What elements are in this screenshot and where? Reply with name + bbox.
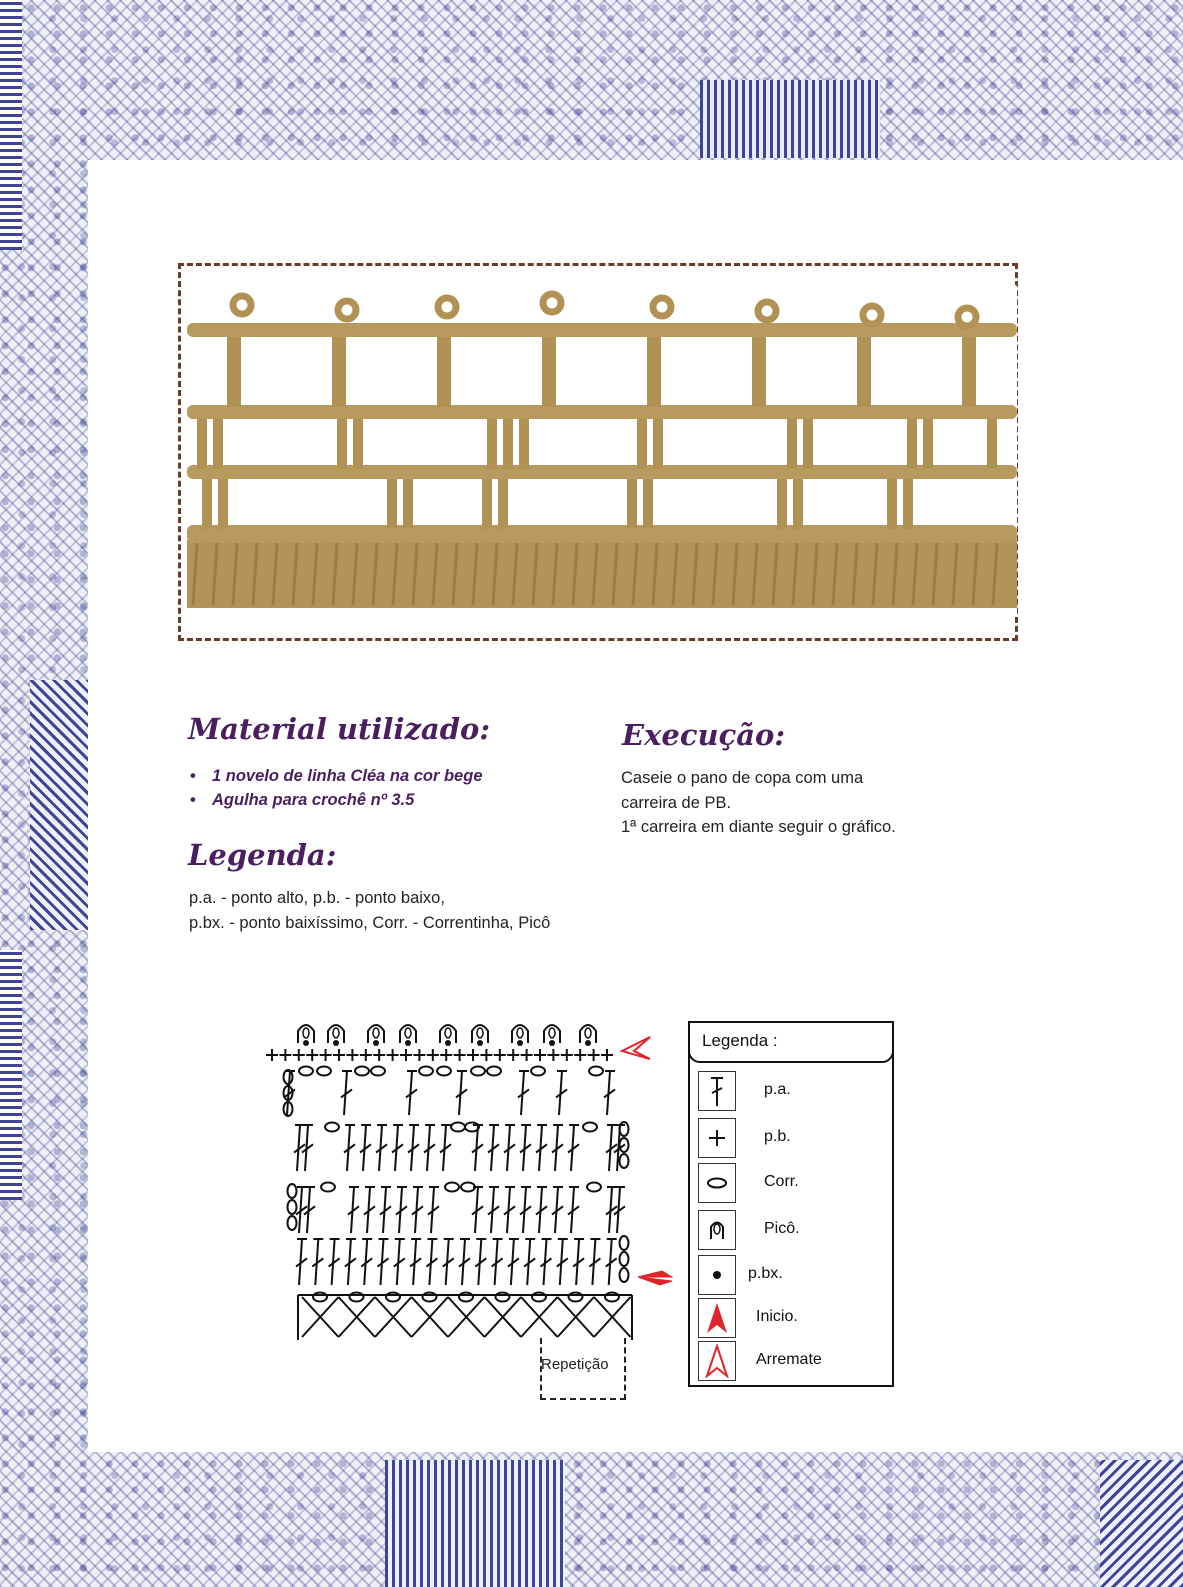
corr-symbol — [288, 1184, 297, 1198]
corr-symbol — [620, 1154, 629, 1168]
corr-symbol — [288, 1216, 297, 1230]
corr-symbol — [569, 1293, 583, 1302]
legend-label: p.a. — [764, 1081, 791, 1098]
legend-label: Corr. — [764, 1173, 799, 1190]
corr-symbol — [419, 1067, 433, 1076]
pbx-symbol — [373, 1040, 379, 1046]
corr-symbol — [445, 1183, 459, 1192]
execucao-heading: Execução: — [622, 718, 786, 752]
corr-symbol — [589, 1067, 603, 1076]
pico-symbol — [373, 1028, 379, 1038]
corr-symbol — [350, 1293, 364, 1302]
corr-symbol — [299, 1067, 313, 1076]
legenda-line: p.a. - ponto alto, p.b. - ponto baixo, — [189, 889, 445, 907]
corr-symbol — [461, 1183, 475, 1192]
corr-symbol — [496, 1293, 510, 1302]
legenda-heading: Legenda: — [188, 838, 337, 872]
legend-row — [698, 1341, 888, 1381]
pico-symbol — [585, 1028, 591, 1038]
pbx-symbol — [405, 1040, 411, 1046]
corr-symbol — [451, 1123, 465, 1132]
repeat-label: Repetição — [541, 1356, 609, 1373]
legend-row — [698, 1210, 888, 1250]
corr-symbol — [288, 1200, 297, 1214]
pa-icon — [698, 1071, 736, 1111]
list-item: • 1 novelo de linha Cléa na cor bege — [190, 764, 483, 788]
pbx-symbol — [303, 1040, 309, 1046]
arremate-icon — [698, 1341, 736, 1381]
border-patch — [0, 950, 22, 1200]
legend-row — [698, 1071, 888, 1111]
pbx-icon — [698, 1255, 736, 1295]
corr-symbol — [531, 1067, 545, 1076]
inicio-marker — [638, 1271, 672, 1285]
pico-symbol — [477, 1028, 483, 1038]
corr-symbol — [471, 1067, 485, 1076]
execucao-line: 1ª carreira em diante seguir o gráfico. — [621, 818, 896, 836]
border-patch — [1100, 1460, 1183, 1587]
corr-symbol — [487, 1067, 501, 1076]
arremate-marker — [622, 1037, 650, 1059]
legend-label: Picô. — [764, 1220, 800, 1237]
corr-symbol — [459, 1293, 473, 1302]
corr-symbol — [532, 1293, 546, 1302]
pbx-symbol — [477, 1040, 483, 1046]
corr-symbol — [317, 1067, 331, 1076]
inicio-icon — [698, 1298, 736, 1338]
execucao-line: Caseie o pano de copa com uma — [621, 769, 864, 787]
pico-symbol — [303, 1028, 309, 1038]
border-patch — [30, 680, 88, 930]
corr-icon — [698, 1163, 736, 1203]
border-patch — [385, 1460, 565, 1587]
pbx-symbol — [549, 1040, 555, 1046]
legend-title: Legenda : — [688, 1021, 894, 1063]
corr-symbol — [583, 1123, 597, 1132]
pico-symbol — [517, 1028, 523, 1038]
legend-row — [698, 1255, 888, 1295]
legend-row — [698, 1298, 888, 1338]
pico-symbol — [445, 1028, 451, 1038]
pico-symbol — [333, 1028, 339, 1038]
border-patch — [700, 80, 880, 158]
legend-label: p.bx. — [748, 1265, 783, 1282]
symbol-legend — [688, 1021, 894, 1387]
border-patch — [0, 0, 22, 250]
legend-label: Inicio. — [756, 1308, 798, 1325]
corr-symbol — [620, 1252, 629, 1266]
legenda-line: p.bx. - ponto baixíssimo, Corr. - Correntinha, Picô — [189, 914, 551, 932]
legend-row — [698, 1118, 888, 1158]
legend-row — [698, 1163, 888, 1203]
corr-symbol — [437, 1067, 451, 1076]
corr-symbol — [371, 1067, 385, 1076]
corr-symbol — [587, 1183, 601, 1192]
corr-symbol — [423, 1293, 437, 1302]
corr-symbol — [605, 1293, 619, 1302]
pbx-symbol — [445, 1040, 451, 1046]
corr-symbol — [313, 1293, 327, 1302]
pb-icon — [698, 1118, 736, 1158]
corr-symbol — [386, 1293, 400, 1302]
execucao-line: carreira de PB. — [621, 794, 732, 812]
corr-symbol — [325, 1123, 339, 1132]
corr-symbol — [620, 1236, 629, 1250]
crochet-edging-photo — [187, 285, 1017, 615]
corr-symbol — [284, 1070, 293, 1084]
corr-symbol — [321, 1183, 335, 1192]
pico-symbol — [549, 1028, 555, 1038]
pbx-symbol — [585, 1040, 591, 1046]
corr-symbol — [355, 1067, 369, 1076]
corr-symbol — [620, 1268, 629, 1282]
crochet-chart — [262, 1015, 677, 1355]
pico-icon — [698, 1210, 736, 1250]
legend-label: Arremate — [756, 1351, 822, 1368]
pbx-symbol — [517, 1040, 523, 1046]
pbx-symbol — [333, 1040, 339, 1046]
material-list — [190, 764, 483, 812]
list-item: • Agulha para crochê nº 3.5 — [190, 788, 483, 812]
pico-symbol — [405, 1028, 411, 1038]
legend-label: p.b. — [764, 1128, 791, 1145]
material-heading: Material utilizado: — [188, 712, 491, 746]
